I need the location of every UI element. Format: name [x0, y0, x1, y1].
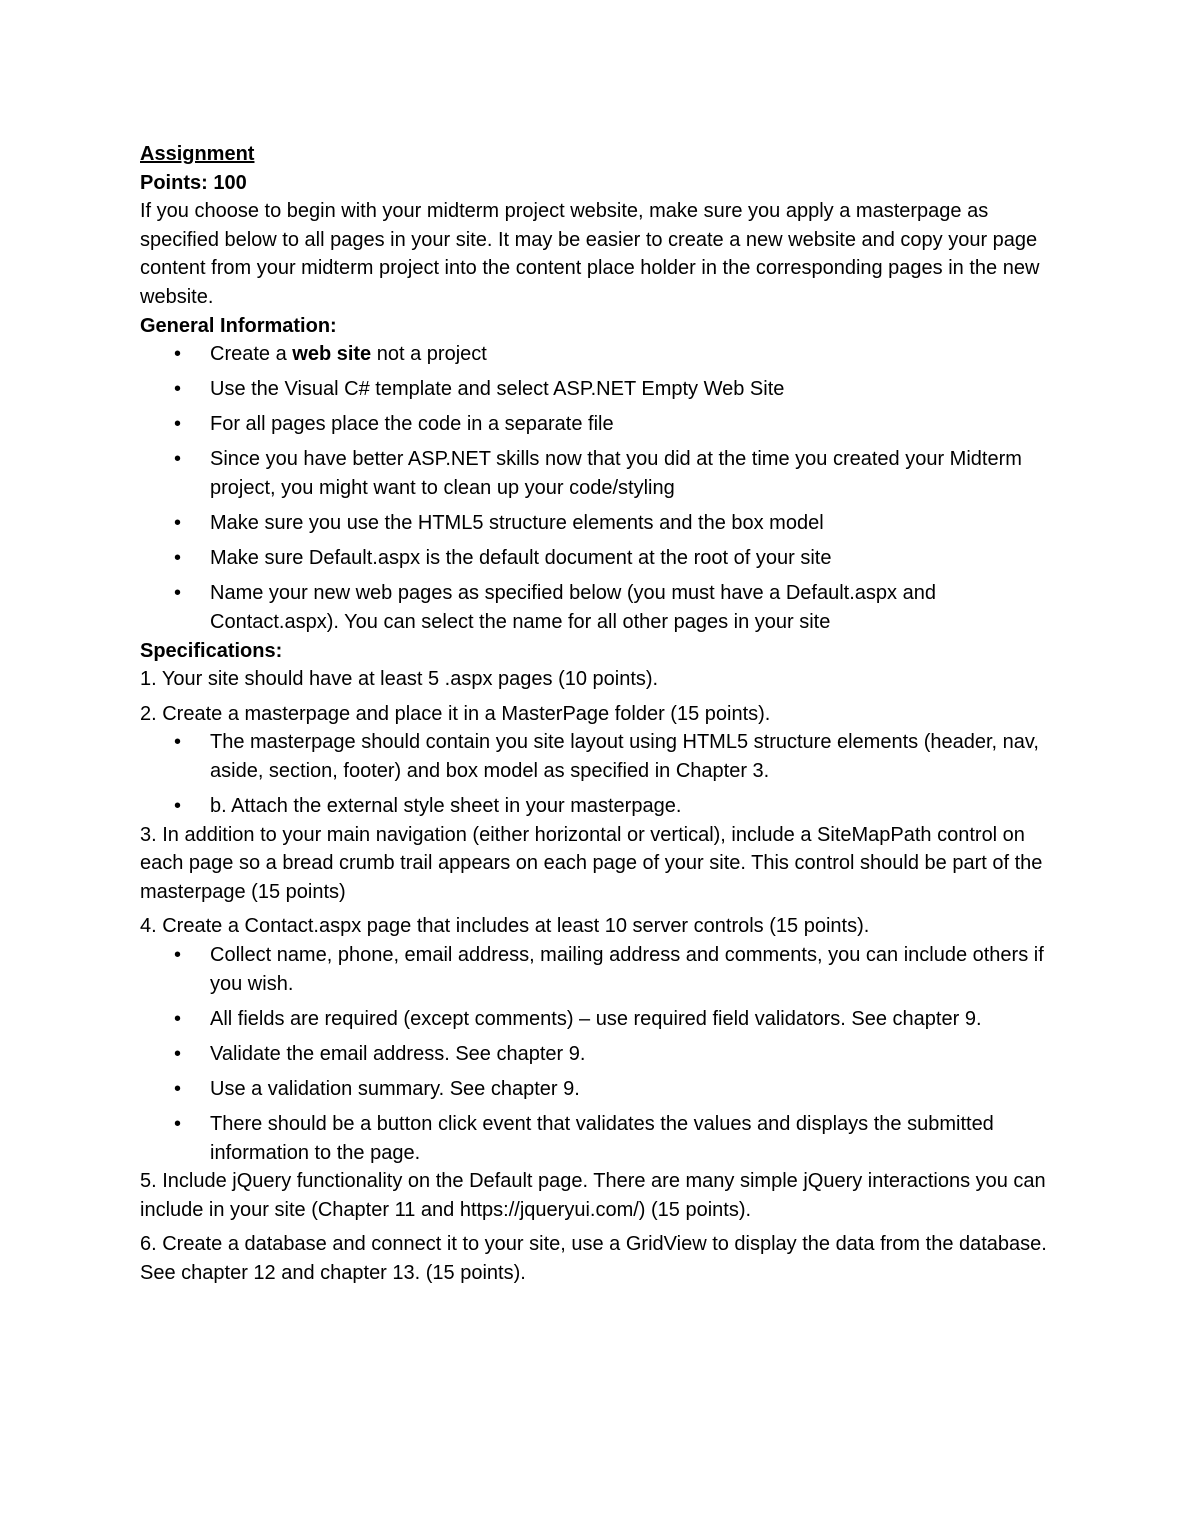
bullet-icon: •: [174, 582, 182, 605]
intro-paragraph: If you choose to begin with your midterm project website, make sure you apply a masterpage as specified below to all pages in your site. It may be easier to create a new website and copy your page content from your midterm project into the content place holder in the corresponding pages in the new website.: [140, 200, 1040, 308]
bullet-icon: •: [174, 1077, 182, 1100]
list-item-text: For all pages place the code in a separate file: [210, 413, 614, 436]
list-item-text-bold: web site: [292, 343, 372, 366]
list-item-text: Since you have better ASP.NET skills now that you did at the time you created your Midterm project, you might want to clean up your code/styling: [210, 448, 1022, 500]
list-item-text: b. Attach the external style sheet in your masterpage.: [210, 794, 682, 817]
list-item-text: Make sure Default.aspx is the default document at the root of your site: [210, 547, 832, 570]
spec-item-5: 5. Include jQuery functionality on the Default page. There are many simple jQuery interactions you can include in your site (Chapter 11 and https://jqueryui.com/) (15 points).: [140, 1170, 1046, 1221]
list-item: [140, 340, 1050, 369]
spec-item-2: 2. Create a masterpage and place it in a MasterPage folder (15 points).: [140, 702, 771, 725]
list-item-text: Use the Visual C# template and select ASP.NET Empty Web Site: [210, 378, 785, 401]
spec-item-6: 6. Create a database and connect it to your site, use a GridView to display the data from the database. See chapter 12 and chapter 13. (15 points).: [140, 1233, 1047, 1284]
list-item: [140, 544, 1050, 573]
bullet-icon: •: [174, 1042, 182, 1065]
bullet-icon: •: [174, 943, 182, 966]
list-item: [140, 792, 1050, 821]
bullet-icon: •: [174, 343, 182, 366]
list-item: [140, 1040, 1050, 1069]
assignment-title: Assignment: [140, 143, 255, 165]
bullet-icon: •: [174, 512, 182, 535]
list-item-text: Validate the email address. See chapter 9.: [210, 1042, 586, 1065]
document-page: [140, 140, 1050, 1287]
list-item: [140, 1110, 1050, 1167]
list-item-text: Make sure you use the HTML5 structure elements and the box model: [210, 512, 824, 535]
bullet-icon: •: [174, 547, 182, 570]
general-information-heading: General Information:: [140, 314, 337, 337]
spec-item-3: 3. In addition to your main navigation (either horizontal or vertical), include a SiteMapPath control on each page so a bread crumb trail appears on each page of your site. This control should be part of the masterpage (15 points): [140, 823, 1043, 903]
list-item: [140, 579, 1050, 636]
list-item-text: There should be a button click event that validates the values and displays the submitted information to the page.: [210, 1112, 994, 1164]
list-item-text-before: Create a: [210, 343, 293, 366]
bullet-icon: •: [174, 731, 182, 754]
bullet-icon: •: [174, 378, 182, 401]
list-item-text-after: not a project: [371, 343, 487, 366]
list-item: [140, 728, 1050, 785]
spec-item-4-list: [140, 941, 1050, 1167]
specifications-heading: Specifications:: [140, 639, 283, 662]
general-information-list: [140, 340, 1050, 636]
spec-item-2-list: [140, 728, 1050, 820]
list-item: [140, 445, 1050, 502]
bullet-icon: •: [174, 448, 182, 471]
list-item: [140, 1005, 1050, 1034]
list-item-text: Collect name, phone, email address, mailing address and comments, you can include others if you wish.: [210, 943, 1044, 995]
list-item: [140, 1075, 1050, 1104]
bullet-icon: •: [174, 1112, 182, 1135]
list-item-text: Use a validation summary. See chapter 9.: [210, 1077, 580, 1100]
list-item: [140, 941, 1050, 998]
list-item: [140, 509, 1050, 538]
points-line: Points: 100: [140, 171, 247, 194]
list-item: [140, 410, 1050, 439]
bullet-icon: •: [174, 413, 182, 436]
list-item-text: Name your new web pages as specified below (you must have a Default.aspx and Contact.aspx). You can select the name for all other pages in your site: [210, 582, 936, 633]
list-item-text: All fields are required (except comments) – use required field validators. See chapter 9.: [210, 1007, 982, 1030]
spec-item-1: 1. Your site should have at least 5 .aspx pages (10 points).: [140, 668, 659, 691]
list-item-text: The masterpage should contain you site layout using HTML5 structure elements (header, nav, aside, section, footer) and box model as specified in Chapter 3.: [210, 731, 1039, 782]
spec-item-4: 4. Create a Contact.aspx page that includes at least 10 server controls (15 points).: [140, 915, 870, 938]
bullet-icon: •: [174, 794, 182, 817]
list-item: [140, 375, 1050, 404]
bullet-icon: •: [174, 1007, 182, 1030]
